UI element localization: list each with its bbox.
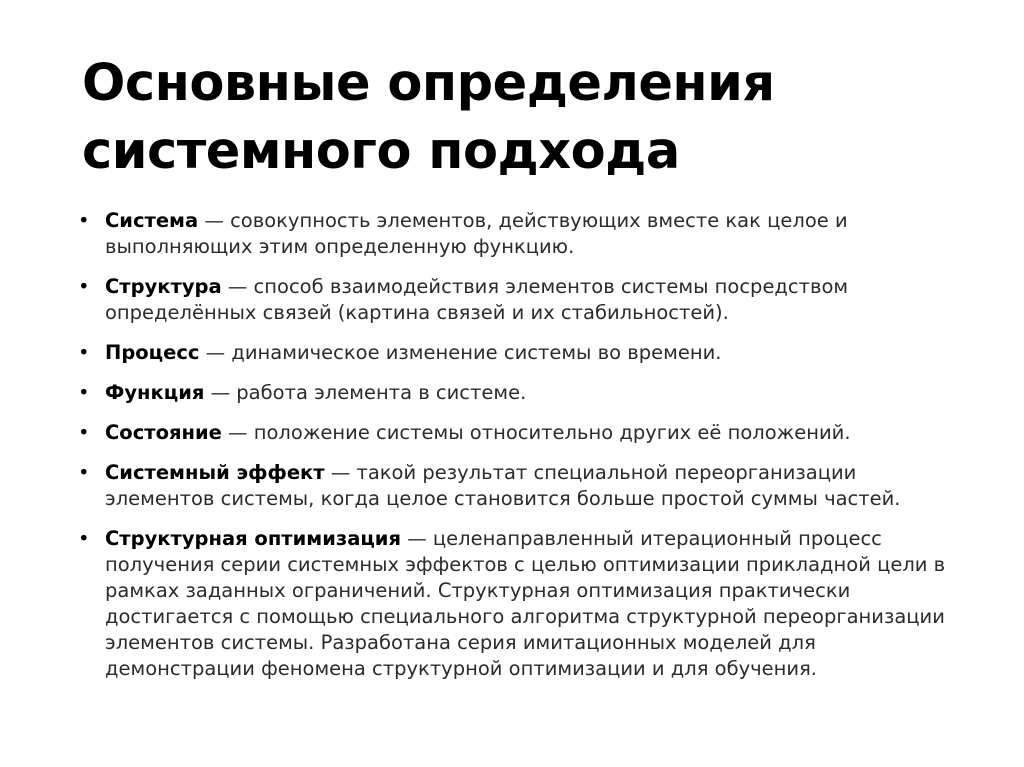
slide-title: [82, 50, 982, 186]
definitions-list: [76, 208, 956, 696]
definition-item-sistema: [76, 208, 956, 260]
definition-term: Структура: [105, 275, 222, 298]
bullet-icon: •: [78, 461, 90, 484]
definition-item-struktura: [76, 274, 956, 326]
bullet-icon: •: [78, 527, 90, 550]
definition-term: Системный эффект: [105, 461, 325, 484]
bullet-icon: •: [78, 421, 90, 444]
slide-title-line-1: Основные определения: [82, 54, 775, 113]
slide-title-line-2: системного подхода: [82, 122, 680, 181]
definition-item-strukturnaya-optimizatsiya: [76, 526, 956, 682]
bullet-icon: •: [78, 381, 90, 404]
definition-term: Состояние: [105, 421, 222, 444]
definition-text: — способ взаимодействия элементов системы посредством определённых связей (картина связей и их стабильностей).: [105, 275, 849, 324]
definition-item-sistemny-effekt: [76, 460, 956, 512]
definition-text: — работа элемента в системе.: [204, 381, 527, 404]
bullet-icon: •: [78, 275, 90, 298]
definition-text: — совокупность элементов, действующих вместе как целое и выполняющих этим определенную функцию.: [105, 209, 848, 258]
bullet-icon: •: [78, 341, 90, 364]
definition-text: — такой результат специальной переорганизации элементов системы, когда целое становится больше простой суммы частей.: [105, 461, 901, 510]
definition-text: — положение системы относительно других её положений.: [221, 421, 851, 444]
definition-term: Структурная оптимизация: [105, 527, 401, 550]
definition-term: Функция: [105, 381, 205, 404]
definition-term: Процесс: [105, 341, 200, 364]
definition-item-funktsiya: [76, 380, 956, 406]
definition-text: — динамическое изменение системы во времени.: [199, 341, 722, 364]
definition-term: Система: [105, 209, 199, 232]
definition-text: — целенаправленный итерационный процесс получения серии системных эффектов с целью оптимизации прикладной цели в рамках заданных ограничений. Структурная оптимизация практически достигается с помощью специального алгоритма структурной переорганизации элементов системы. Разработана серия имитационных моделей для демонстрации феномена структурной оптимизации и для обучения.: [105, 527, 946, 680]
bullet-icon: •: [78, 209, 90, 232]
definition-item-protsess: [76, 340, 956, 366]
definition-item-sostoyanie: [76, 420, 956, 446]
